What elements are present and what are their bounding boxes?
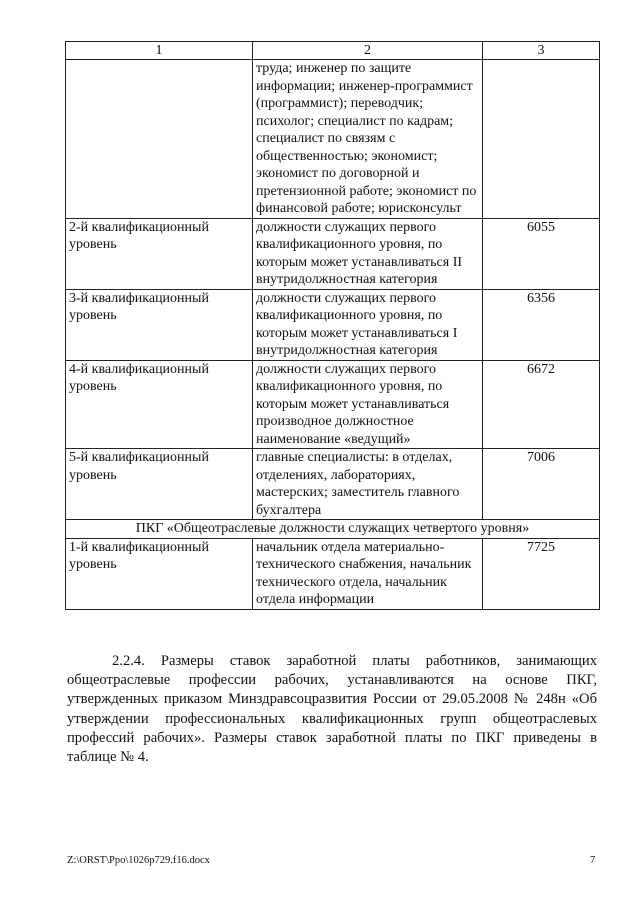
positions-cell: должности служащих первого квалификационного уровня, по которым может устанавливаться II внутридолжностная категория xyxy=(253,218,483,289)
paragraph-text: 2.2.4. Размеры ставок заработной платы работников, занимающих общеотраслевые профессии рабочих, устанавливаются на основе ПКГ, утвержденных приказом Минздравсоцразвития России от 29.05.2008 № 248н «Об утверждении профессиональных квалификационных групп общеотраслевых профессий рабочих». Размеры ставок заработной платы по ПКГ приведены в таблице № 4. xyxy=(67,653,597,766)
group-heading-row xyxy=(66,520,600,539)
salary-cell xyxy=(483,60,600,219)
positions-cell: должности служащих первого квалификационного уровня, по которым может устанавливаться производное должностное наименование «ведущий» xyxy=(253,360,483,449)
table-row xyxy=(66,449,600,520)
column-number-2: 2 xyxy=(253,42,483,60)
column-number-1: 1 xyxy=(66,42,253,60)
body-paragraph xyxy=(67,652,597,767)
salary-cell: 7006 xyxy=(483,449,600,520)
table-row xyxy=(66,218,600,289)
positions-cell: должности служащих первого квалификационного уровня, по которым может устанавливаться I внутридолжностная категория xyxy=(253,289,483,360)
qualification-level-cell: 4-й квалификационный уровень xyxy=(66,360,253,449)
group-heading: ПКГ «Общеотраслевые должности служащих четвертого уровня» xyxy=(66,520,600,539)
table-row xyxy=(66,360,600,449)
positions-cell: главные специалисты: в отделах, отделениях, лабораториях, мастерских; заместитель главного бухгалтера xyxy=(253,449,483,520)
positions-cell: начальник отдела материально-технического снабжения, начальник технического отдела, начальник отдела информации xyxy=(253,538,483,609)
table-row xyxy=(66,60,600,219)
salary-table xyxy=(65,41,600,610)
qualification-level-cell xyxy=(66,60,253,219)
positions-cell: труда; инженер по защите информации; инженер-программист (программист); переводчик; психолог; специалист по кадрам; специалист по связям с общественностью; экономист; экономист по договорной и претензионной работе; экономист по финансовой работе; юрисконсульт xyxy=(253,60,483,219)
footer-file-path: Z:\ORST\Ppo\1026p729.f16.docx xyxy=(67,855,210,866)
salary-cell: 6672 xyxy=(483,360,600,449)
qualification-level-cell: 2-й квалификационный уровень xyxy=(66,218,253,289)
qualification-level-cell: 1-й квалификационный уровень xyxy=(66,538,253,609)
salary-cell: 6356 xyxy=(483,289,600,360)
salary-cell: 7725 xyxy=(483,538,600,609)
table-row xyxy=(66,538,600,609)
column-number-3: 3 xyxy=(483,42,600,60)
salary-cell: 6055 xyxy=(483,218,600,289)
table-header-row xyxy=(66,42,600,60)
table-row xyxy=(66,289,600,360)
qualification-level-cell: 3-й квалификационный уровень xyxy=(66,289,253,360)
qualification-level-cell: 5-й квалификационный уровень xyxy=(66,449,253,520)
footer-page-number: 7 xyxy=(590,855,596,866)
